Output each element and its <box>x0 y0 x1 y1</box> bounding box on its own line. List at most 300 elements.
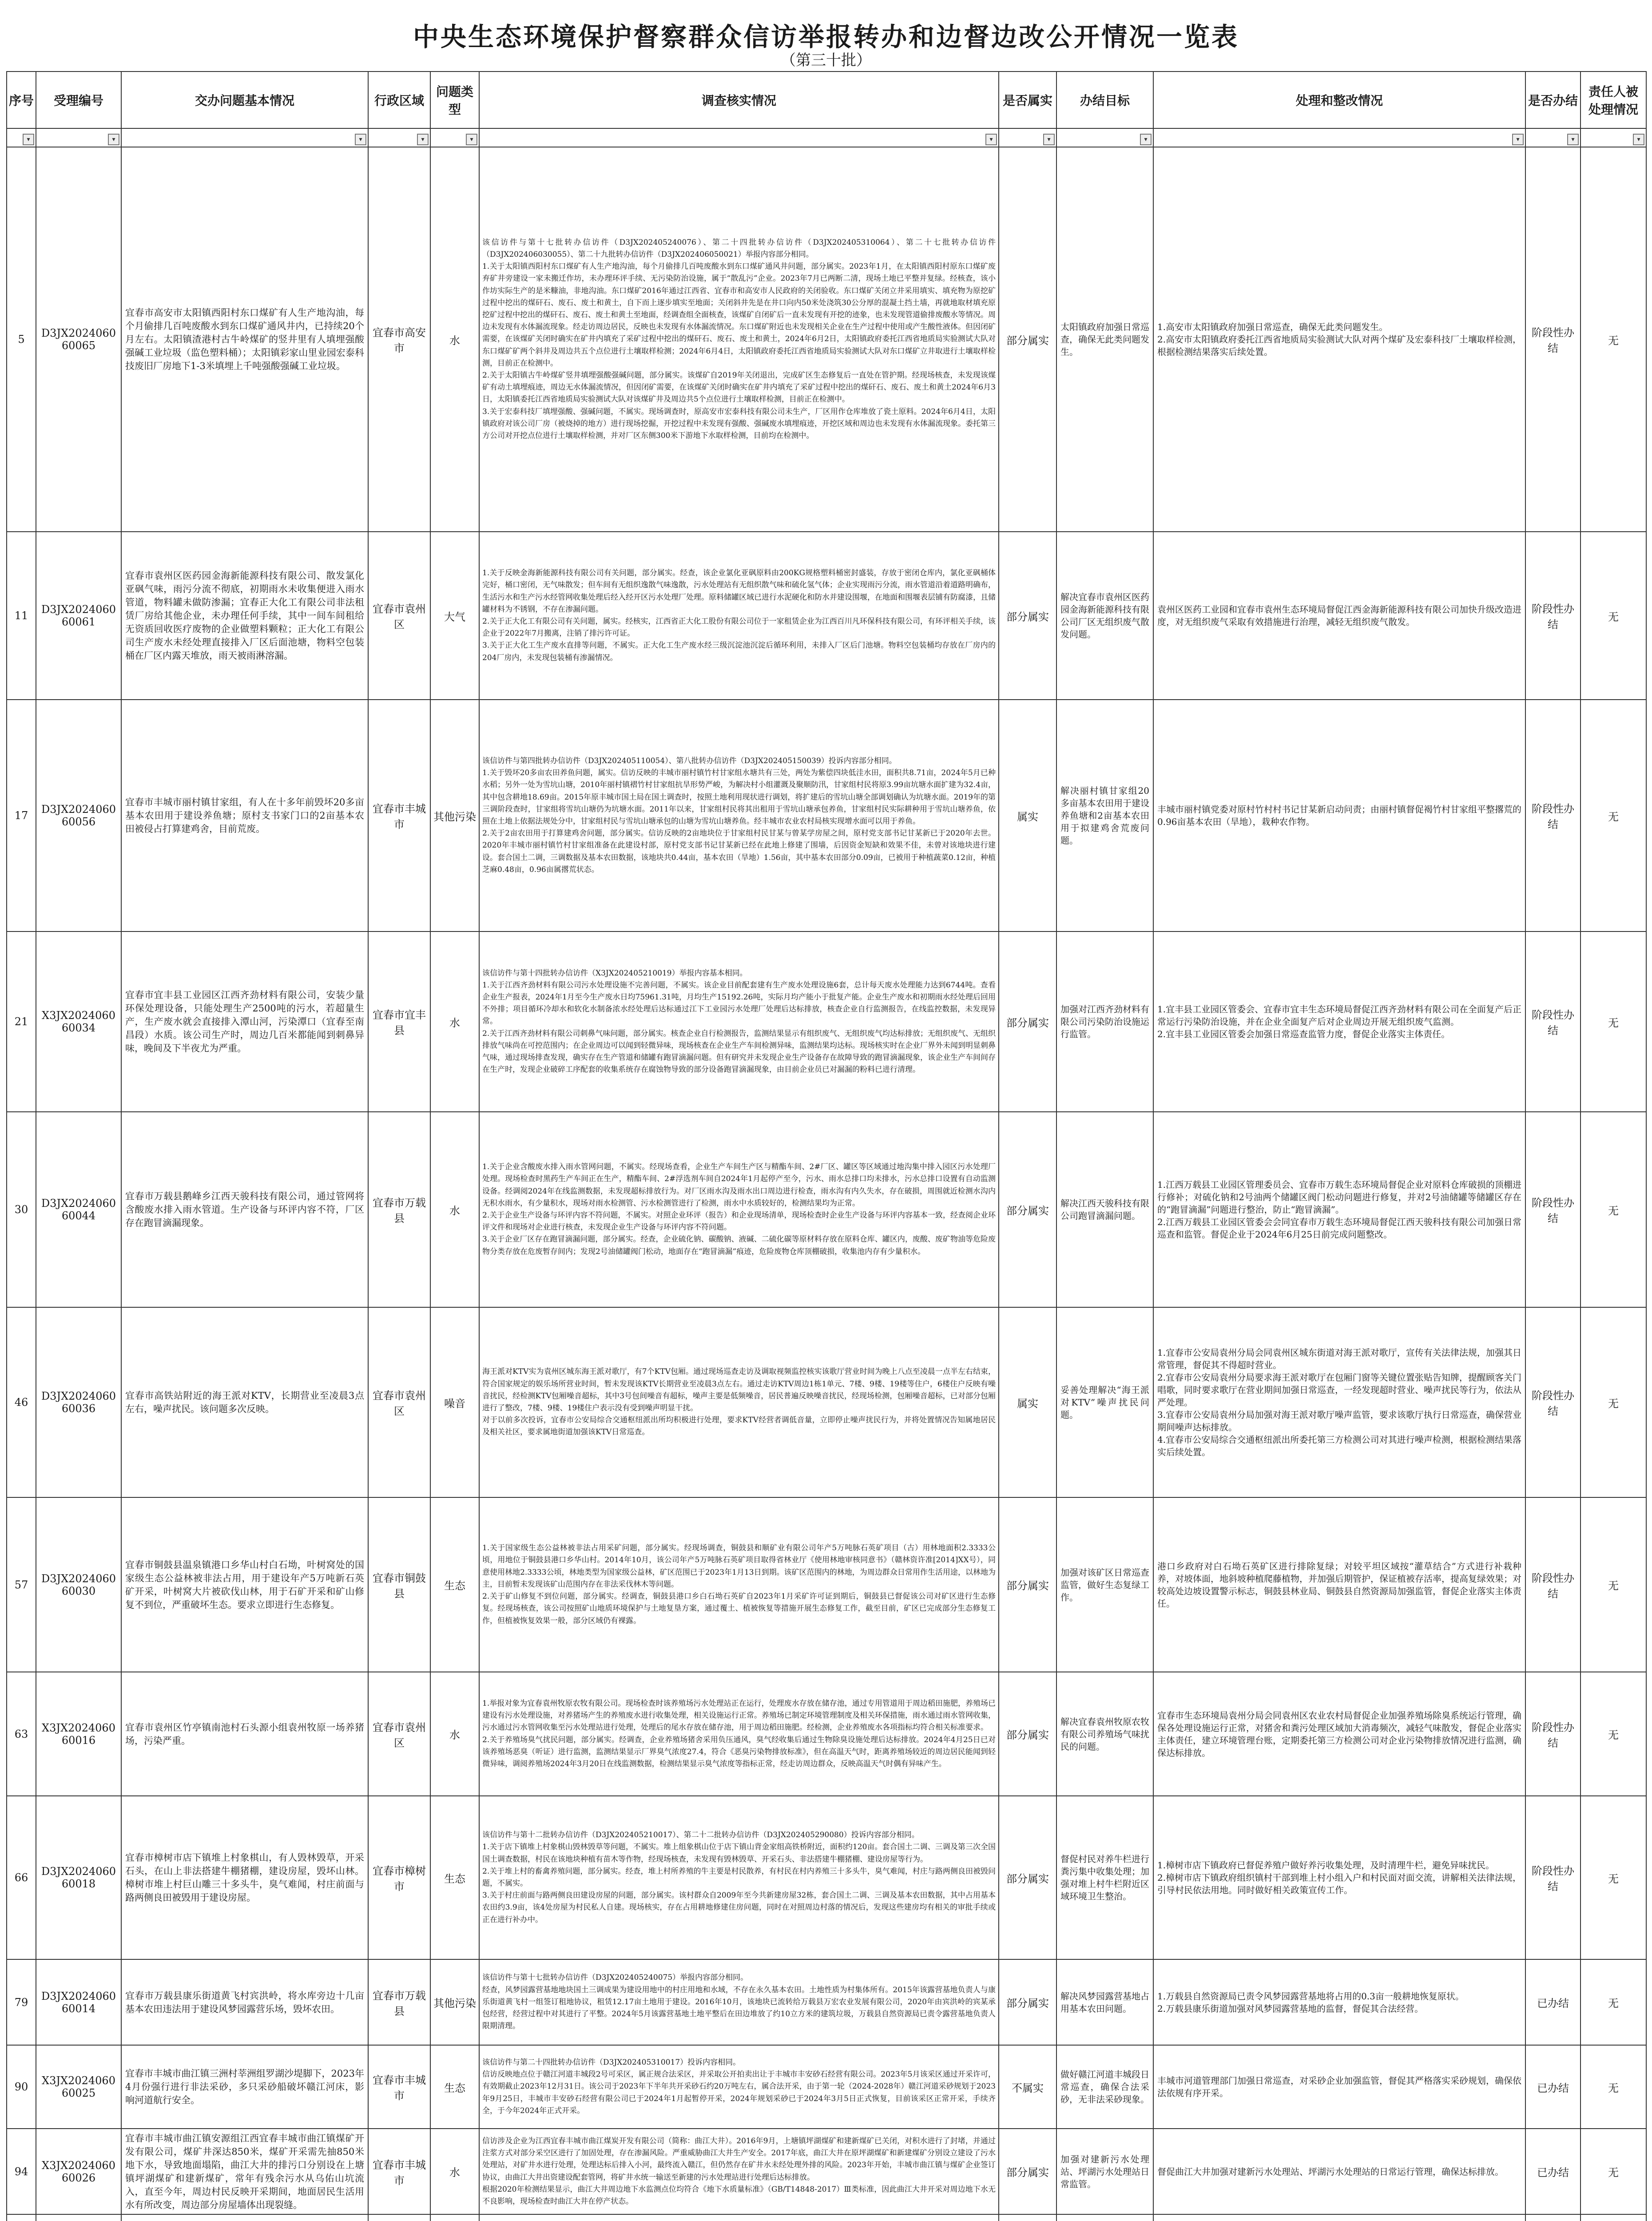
handling-details <box>1153 1307 1525 1497</box>
handling-details <box>1153 1672 1525 1796</box>
verification-details-paragraph: 该信访件与第十七批转办信访件（D3JX202405240076）、第二十四批转办信访件（D3JX202405310064）、第二十七批转办信访件（D3JX202406030055）、第二十九批转办信访件（D3JX202406050021）举报内容部分相同。 <box>482 238 996 259</box>
verification-details-paragraph: 该信访件与第二十四批转办信访件（D3JX202405310017）投诉内容相同。 <box>482 2058 741 2067</box>
table-row <box>7 1307 1646 1497</box>
problem-type-text: 其他污染 <box>433 1997 476 2010</box>
dropdown-arrow-icon[interactable]: ▾ <box>466 134 477 145</box>
verification-details <box>479 1672 999 1796</box>
report-table <box>6 71 1647 2221</box>
is-true-text: 不属实 <box>1012 2082 1044 2094</box>
completion-status <box>1525 1796 1581 1959</box>
problem-type-text: 生态 <box>444 1580 465 1592</box>
is-true <box>999 1307 1056 1497</box>
handling-details <box>1153 931 1525 1112</box>
region-text: 宜春市袁州区 <box>373 1721 426 1749</box>
row-number <box>7 2129 36 2214</box>
row-number <box>7 2214 36 2221</box>
responsible-person-status-text: 无 <box>1608 1872 1619 1885</box>
is-true <box>999 931 1056 1112</box>
region <box>368 2129 430 2214</box>
goal-text: 解决江西天骏科技有限公司跑冒滴漏问题。 <box>1060 1198 1149 1221</box>
handling-details-paragraph: 1.宜丰县工业园区管委会、宜春市宜丰生态环境局督促江西齐劲材料有限公司在全面复产后正常运行污染防治设施，并在企业全面复产后对企业周边开展无组织废气监测。 <box>1157 1004 1521 1027</box>
verification-details <box>479 1959 999 2045</box>
goal-text: 解决风梦园露营基地占用基本农田问题。 <box>1060 1990 1149 2014</box>
handling-details-paragraph: 2.万载县康乐街道加强对风梦园露营基地的监督，督促其合法经营。 <box>1157 2003 1424 2014</box>
responsible-person-status <box>1581 1959 1646 2045</box>
problem-type <box>430 532 479 700</box>
row-number <box>7 1112 36 1307</box>
is-true <box>999 2045 1056 2129</box>
goal <box>1056 931 1153 1112</box>
handling-details <box>1153 1959 1525 2045</box>
region <box>368 147 430 532</box>
problem-description <box>121 532 368 700</box>
problem-type <box>430 1307 479 1497</box>
handling-details-paragraph: 1.樟树市店下镇政府已督促养殖户做好养污收集处理，及时清理牛栏，避免异味扰民。 <box>1157 1860 1495 1871</box>
is-true <box>999 1672 1056 1796</box>
filter-row <box>7 128 1646 147</box>
dropdown-arrow-icon[interactable]: ▾ <box>985 134 997 145</box>
completion-status-text: 阶段性办结 <box>1532 326 1574 354</box>
problem-description <box>121 1796 368 1959</box>
problem-type <box>430 1112 479 1307</box>
handling-details-paragraph: 1.宜春市公安局袁州分局会同袁州区城东街道对海王派对歌厅，宣传有关法律法规，加强其日常管理，督促其不得超时营业。 <box>1157 1347 1521 1370</box>
verification-details-paragraph: 经查，风梦园露营基地地块国土三调成果为建设用地中的村庄用地和水域，不存在永久基本农田。土地性质为村集体所有。2015年该露营基地负责人与康乐街道黄飞村一组签订租地协议，租赁12.17亩土地用于建设。2016年10月，该地块已流转给万载县万宏农业发展有限公司，2020年由宾洪岭的宾某承包经营，经营过程中对其进行了平整。2024年5月该露营基地土地平整后在田边堆放了约10立方米的建筑垃圾，万载县自然资源局已责令露营基地负责人限期清理。 <box>482 1985 996 2031</box>
problem-type-text: 水 <box>449 1204 460 1217</box>
goal-text: 妥善处理解决“海王派对KTV”噪声扰民问题。 <box>1060 1385 1149 1420</box>
row-number-text: 5 <box>18 333 25 346</box>
completion-status <box>1525 700 1581 931</box>
region-text: 宜春市宜丰县 <box>373 1009 426 1037</box>
is-true-text: 部分属实 <box>1006 1204 1049 1217</box>
row-number-text: 17 <box>14 809 28 822</box>
region <box>368 931 430 1112</box>
case-id-text: X3JX2024060 60026 <box>42 2159 115 2184</box>
problem-type-text: 水 <box>449 2166 460 2179</box>
case-id <box>36 532 121 700</box>
dropdown-arrow-icon[interactable]: ▾ <box>1567 134 1579 145</box>
problem-type-text: 水 <box>449 1729 460 1741</box>
verification-details-paragraph: 1.关于国家级生态公益林被非法占用采矿问题，部分属实。经现场调查，铜鼓县和顺矿业有限公司年产5万吨脉石英矿项目（古）用林地面积2.3333公顷，用地位于铜鼓县港口乡华山村。2014年10月，该公司年产5万吨脉石英矿项目取得省林业厅《使用林地审核同意书》（赣林资许准[2014]XX号），同意使用林地2.3333公顷，林地类型为国家级公益林，矿区范围已于2023年1月13日到期。该矿区范围内的林地，为周边群众日常用作生活用途，以林地为主，目前暂未发现该矿山范围内存在非法采伐林木等问题。 <box>482 1544 996 1589</box>
problem-description-text: 宜春市丰城市丽村镇甘家组，有人在十多年前毁坏20多亩基本农田用于建设养鱼塘；原村支书家门口的2亩基本农田被侵占打算建鸡舍，目前荒废。 <box>125 797 364 834</box>
verification-details-paragraph: 1.关于反映金海新能源科技有限公司有关问题，部分属实。经查，该企业氯化亚砜原料由200KG规格塑料桶密封盛装，存放于密闭仓库内，氯化亚砜桶体完好，桶口密闭，无气味散发；但车间有无组织逸散气味逸散，污水处理站有无组织散气味和硫化氢气体；企业实现雨污分流，雨水管道沿着道路明确布，生活污水和生产污水经管网收集处理后经入经开区污水处理厂处理。原料储罐区域已进行水泥硬化和防水并建设围堰，在地面和围堰表层铺有防腐漆，且储罐材料为不锈钢，不存在渗漏问题。 <box>482 569 996 614</box>
problem-description <box>121 1672 368 1796</box>
header-verify: 调查核实情况 <box>479 72 999 128</box>
problem-type <box>430 1672 479 1796</box>
verification-details <box>479 1112 999 1307</box>
verification-details-paragraph: 3.关于宏泰科技厂填埋强酸、强碱问题，不属实。现场调查时，原高安市宏泰科技有限公司未生产，厂区用作仓库堆放了瓷土原料。2024年6月4日，太阳镇政府对该公司厂房（被烧掉的地方）进行现场挖掘，开挖过程中未发现有强酸、强碱废水填埋痕迹，开挖区域和周边也未发现有水体漏流现象。委托第三方公司对开挖点位进行土壤取样检测，并对厂区东侧300米下游地下水取样检测，目前均在检测中。 <box>482 407 996 441</box>
verification-details-paragraph: 该信访件与第十七批转办信访件（D3JX202405240075）举报内容部分相同。 <box>482 1973 748 1982</box>
handling-details-paragraph: 2.宜丰县工业园区管委会加强日常巡查监管力度，督促企业落实主体责任。 <box>1157 1029 1450 1039</box>
verification-details-paragraph: 1.关于企业含酸废水排入雨水管网问题，不属实。经现场查看，企业生产车间生产区与精酯车间、2#厂区、罐区等区域通过地沟集中排入园区污水处理厂处理。现场检查时黑药生产车间正在生产，精酯车间、2#浮选剂车间自2024年1月起停产至今，污水、雨水总排口均未排水，污水总排口设置有自动监测设备。经调阅2024年在线监测数据，未发现超标排放行为。对厂区雨水沟及雨水出口周边进行检查，雨水沟有内久失水，存在破损，周围就近检测水沟内无积水雨水，有少量积水，现场对雨水检测管、污水检测管进行了检测，雨水中水质较好的，检测结果均为正常。 <box>482 1162 996 1208</box>
handling-details <box>1153 1796 1525 1959</box>
region-text: 宜春市丰城市 <box>373 2158 426 2187</box>
verification-details-paragraph: 2.关于企业生产设备与环评内容不符问题，不属实。对照企业环评（报告）和企业现场清单，现场检查时企业生产设备与环评内容基本一致，经查阅企业环评文件和现场对企业进行核查，未发现企业生产设备与环评内容不符问题。 <box>482 1211 996 1232</box>
is-true-text: 部分属实 <box>1006 1872 1049 1885</box>
is-true <box>999 1796 1056 1959</box>
row-number <box>7 1307 36 1497</box>
handling-details <box>1153 1497 1525 1672</box>
case-id-text: D3JX2024060 60036 <box>41 1390 116 1415</box>
completion-status-text: 阶段性办结 <box>1532 803 1574 831</box>
case-id-text: X3JX2024060 60016 <box>42 1721 115 1747</box>
responsible-person-status-text: 无 <box>1608 1397 1619 1410</box>
region <box>368 1672 430 1796</box>
is-true-text: 部分属实 <box>1006 1729 1049 1741</box>
goal <box>1056 532 1153 700</box>
dropdown-arrow-icon[interactable]: ▾ <box>417 134 429 145</box>
problem-type-text: 生态 <box>444 1872 465 1885</box>
responsible-person-status-text: 无 <box>1608 1204 1619 1217</box>
completion-status <box>1525 931 1581 1112</box>
header-problem: 交办问题基本情况 <box>121 72 368 128</box>
completion-status-text: 阶段性办结 <box>1532 1721 1574 1749</box>
goal-text: 加强对建新污水处理站、坪湖污水处理站日常监管。 <box>1060 2153 1149 2189</box>
problem-type <box>430 2129 479 2214</box>
region <box>368 1497 430 1672</box>
header-area: 行政区域 <box>368 72 430 128</box>
dropdown-arrow-icon[interactable]: ▾ <box>355 134 366 145</box>
row-number-text: 63 <box>14 1727 28 1740</box>
verification-details-paragraph: 1.关于店下镇堆上村象棋山毁林毁草等问题，不属实。堆上组象棋山位于店下镇山背金家组高铁桥附近，面积约120亩。套合国土二调、三调及第三次全国国土调查数据，村民在该地块种植有苗木等作物，经现场核查，未发现有毁林毁草、开采石头、非法搭建牛棚猪棚、建设房屋等行为。 <box>482 1843 996 1864</box>
handling-details-paragraph: 1.万载县自然资源局已责令风梦园露营基地将占用的0.3亩一般耕地恢复原状。 <box>1157 1990 1464 2002</box>
is-true-text: 属实 <box>1017 1397 1038 1410</box>
is-true <box>999 700 1056 931</box>
region <box>368 1796 430 1959</box>
header-goal: 办结目标 <box>1056 72 1153 128</box>
responsible-person-status <box>1581 147 1646 532</box>
case-id <box>36 1307 121 1497</box>
page-title: 中央生态环境保护督察群众信访举报转办和边督边改公开情况一览表 <box>413 22 1239 52</box>
is-true-text: 部分属实 <box>1006 610 1049 623</box>
problem-description-text: 宜春市樟树市店下镇堆上村象棋山，有人毁林毁草，开采石头，在山上非法搭建牛棚猪棚，建设房屋，毁坏山林。樟树市堆上村巨山雕三十多头牛，臭气难闻，村庄前面与路两侧良田被毁用于建设房屋。 <box>125 1852 364 1903</box>
verification-details <box>479 2214 999 2221</box>
handling-details <box>1153 2214 1525 2221</box>
row-number <box>7 700 36 931</box>
problem-type <box>430 1959 479 2045</box>
problem-type <box>430 1796 479 1959</box>
row-number <box>7 1497 36 1672</box>
problem-description <box>121 700 368 931</box>
region <box>368 1307 430 1497</box>
case-id <box>36 1796 121 1959</box>
verification-details <box>479 2045 999 2129</box>
responsible-person-status <box>1581 1307 1646 1497</box>
region-text: 宜春市丰城市 <box>373 2074 426 2102</box>
completion-status <box>1525 532 1581 700</box>
responsible-person-status <box>1581 700 1646 931</box>
completion-status-text: 阶段性办结 <box>1532 1389 1574 1417</box>
responsible-person-status-text: 无 <box>1608 334 1619 347</box>
handling-details-paragraph: 宜春市生态环境局袁州分局会同袁州区农业农村局督促企业加强养殖场除臭系统运行管理，确保各处理设施运行正常，对猪舍和粪污处理区域加大消毒频次，减轻气味散发，督促企业落实主体责任，建立环境管理台账，定期委托第三方检测公司对企业污染物排放情况进行监测，确保达标排放。 <box>1157 1710 1521 1758</box>
verification-details-paragraph: 该信访件与第四批转办信访件（D3JX202405110054）、第八批转办信访件（D3JX202405150039）投诉内容部分相同。 <box>482 756 897 765</box>
completion-status <box>1525 2214 1581 2221</box>
responsible-person-status <box>1581 1796 1646 1959</box>
verification-details-paragraph: 3.关于村庄前面与路两侧良田建设房屋的问题，部分属实。该村群众自2009年至今共新建房屋32栋，套合国土二调、三调及基本农田数据，其中占用基本农田约3.9亩，该4处房屋为村民私人自建。现场核实，存在占用耕地修建住房问题，同时在对照周边村落的情况后，发现这些建房均有相关的审批手续或正在进行补办中。 <box>482 1891 996 1924</box>
goal <box>1056 1959 1153 2045</box>
verification-details-paragraph: 1.举报对象为宜春袁州牧原农牧有限公司。现场检查时该养殖场污水处理站正在运行，处理废水存放在储存池，通过专用管道用于周边稻田施肥，养殖场已建设有污水处理设施，对养猪场产生的养殖废水进行收集处理，相关设施运行正常。养殖场已制定环境管理制度及相关环保措施，雨水通过雨水管网收集，污水通过污水管网收集至污水处理站进行处理，处理后的尾水存放在储存池，用于周边稻田施肥。经检测，企业养殖废水各项指标均符合相关标准要求。 <box>482 1699 996 1732</box>
region <box>368 700 430 931</box>
problem-type <box>430 2214 479 2221</box>
problem-description <box>121 2214 368 2221</box>
case-id-text: X3JX2024060 60025 <box>42 2074 115 2099</box>
header-resp: 责任人被处理情况 <box>1581 72 1646 128</box>
is-true <box>999 1497 1056 1672</box>
handling-details <box>1153 2045 1525 2129</box>
verification-details-paragraph: 该信访件与第十四批转办信访件（X3JX202405210019）举报内容基本相同。 <box>482 968 747 978</box>
handling-details <box>1153 700 1525 931</box>
row-number-text: 11 <box>14 609 28 622</box>
region-text: 宜春市铜鼓县 <box>373 1572 426 1600</box>
goal <box>1056 700 1153 931</box>
verification-details-paragraph: 2.关于江西齐劲材料有限公司刺鼻气味问题，部分属实。核查企业自行检测报告，监测结果显示有组织废气、无组织废气均达标排放；无组织废气、无组织排放气味尚在可控范围内；在企业周边可以闻到轻微异味，现场核查在企业生产车间检测异味，监测结果均达标。现场核实时在企业厂界外未闻到明显刺鼻气味，通过现场排查发现，确实存在生产管道和储罐有跑冒滴漏问题。但有研究并未发现企业生产设备存在故障导致的跑冒滴漏现象，该企业生产车间间存在生产时，发现企业破碎工序配套的收集系统存在腐蚀物导致的部分设备跑冒滴漏现象，由目前企业员已对漏漏的粉料已进行清理。 <box>482 1029 996 1075</box>
is-true-text: 部分属实 <box>1006 1016 1049 1029</box>
dropdown-arrow-icon[interactable]: ▾ <box>1633 134 1644 145</box>
row-number <box>7 931 36 1112</box>
row-number-text: 94 <box>14 2165 28 2178</box>
goal-text: 督促村民对养牛栏进行粪污集中收集处理；加强对堆上村牛栏附近区域环境卫生整治。 <box>1060 1854 1149 1902</box>
table-row <box>7 147 1646 532</box>
problem-description-text: 宜春市袁州区医药园金海新能源科技有限公司、散发氯化亚砜气味，雨污分流不彻底，初期雨水未收集便进入雨水管道，物料罐未做防渗漏；宜春正大化工有限公司非法租赁厂房给其他企业，未办理任何手续，其中一间车间租给无资质回收医疗废物的企业做塑料颗粒；正大化工有限公司生产废水未经处理直接排入厂区后面池塘，物料空包装桶在厂区内露天堆放，雨天被雨淋溶漏。 <box>125 570 364 661</box>
header-true: 是否属实 <box>999 72 1056 128</box>
case-id <box>36 1497 121 1672</box>
problem-type-text: 大气 <box>444 610 465 623</box>
row-number-text: 90 <box>14 2081 28 2093</box>
row-number <box>7 532 36 700</box>
verification-details-paragraph: 2.关于正大化工有限公司有关问题，属实。经核实，江西省正大化工股份有限公司位于一家租赁企业为江西百川凡环保科技有限公司，有环评相关手续，该企业于2022年7月搬离，注销了排污许可证。 <box>482 617 996 638</box>
handling-details-paragraph: 2.樟树市店下镇政府组织镇村干部到堆上村小组入户和村民面对面交流，讲解相关法律法规，引导村民依法用地。同时做好相关政策宣传工作。 <box>1157 1872 1521 1895</box>
verification-details-paragraph: 2.关于2亩农田用于打算建鸡舍问题，部分属实。信访反映的2亩地块位于甘家组村民甘某与曾某学房屋之间，原村党支部书记甘某新已于2020年去世。2020年丰城市丽村镇竹村甘家组准备在此建设村部，原村党支部书记甘某新已经在此地上修建了围墙，后因资金短缺和效果不佳，未曾对该地块进行建设。套合国土二调，三调数据及基本农田数据，该地块共0.44亩，基本农田（旱地）1.56亩，其中基本农田部分0.09亩，已被用于种植蔬菜0.12亩，种植芝麻0.48亩，0.96亩属撂荒状态。 <box>482 829 996 874</box>
dropdown-arrow-icon[interactable]: ▾ <box>1140 134 1152 145</box>
responsible-person-status-text: 无 <box>1608 1580 1619 1592</box>
is-true-text: 部分属实 <box>1006 1580 1049 1592</box>
is-true <box>999 1112 1056 1307</box>
region-text: 宜春市袁州区 <box>373 1389 426 1417</box>
goal-text: 加强对该矿区日常巡查监管，做好生态复绿工作。 <box>1060 1567 1149 1603</box>
completion-status <box>1525 1307 1581 1497</box>
completion-status-text: 阶段性办结 <box>1532 1865 1574 1893</box>
row-number-text: 46 <box>14 1396 28 1409</box>
problem-description <box>121 1307 368 1497</box>
goal <box>1056 1672 1153 1796</box>
problem-type <box>430 1497 479 1672</box>
responsible-person-status <box>1581 532 1646 700</box>
handling-details-paragraph: 1.高安市太阳镇政府加强日常巡查，确保无此类问题发生。 <box>1157 322 1388 332</box>
is-true <box>999 2214 1056 2221</box>
verification-details-paragraph: 对于以前多次投诉，宜春市公安局综合交通枢纽派出所均积极进行处理，要求KTV经营者调低音量，立即停止噪声扰民行为，并将处置情况告知属地居民及相关社区，要求属地街道加强该KTV日常巡查。 <box>482 1416 996 1437</box>
verification-details <box>479 2129 999 2214</box>
table-row <box>7 700 1646 931</box>
verification-details <box>479 147 999 532</box>
handling-details-paragraph: 督促曲江大井加强对建新污水处理站、坪湖污水处理站的日常运行管理，确保达标排放。 <box>1157 2166 1504 2177</box>
region <box>368 1112 430 1307</box>
table-row <box>7 1796 1646 1959</box>
completion-status <box>1525 1497 1581 1672</box>
verification-details <box>479 700 999 931</box>
completion-status <box>1525 1959 1581 2045</box>
problem-description <box>121 1959 368 2045</box>
table-row <box>7 1497 1646 1672</box>
problem-type <box>430 147 479 532</box>
handling-details-paragraph: 丰城市丽村镇党委对原村竹村村书记甘某新启动问责；由丽村镇督促褐竹村甘家组平整撂荒的0.96亩基本农田（旱地），栽种农作物。 <box>1157 804 1521 827</box>
problem-description-text: 宜春市高铁站附近的海王派对KTV，长期营业至凌晨3点左右，噪声扰民。该问题多次反映。 <box>125 1390 364 1414</box>
problem-description <box>121 931 368 1112</box>
case-id <box>36 2129 121 2214</box>
problem-description <box>121 2129 368 2214</box>
responsible-person-status-text: 无 <box>1608 2166 1619 2179</box>
problem-description <box>121 1112 368 1307</box>
is-true-text: 部分属实 <box>1006 2166 1049 2179</box>
region-text: 宜春市万载县 <box>373 1989 426 2018</box>
responsible-person-status-text: 无 <box>1608 810 1619 823</box>
problem-type <box>430 931 479 1112</box>
verification-details-paragraph: 该信访件与第十二批转办信访件（D3JX202405210017）、第二十二批转办信访件（D3JX202405290080）投诉内容部分相同。 <box>482 1831 919 1840</box>
goal-text: 解决丽村镇甘家组20多亩基本农田用于建设养鱼塘和2亩基本农田用于拟建鸡舍荒废问题。 <box>1060 785 1149 846</box>
completion-status-text: 阶段性办结 <box>1532 1009 1574 1037</box>
case-id-text: X3JX2024060 60034 <box>42 1009 115 1034</box>
table-row <box>7 1959 1646 2045</box>
problem-type <box>430 2045 479 2129</box>
completion-status <box>1525 1672 1581 1796</box>
problem-type <box>430 700 479 931</box>
responsible-person-status-text: 无 <box>1608 1016 1619 1029</box>
completion-status-text: 已办结 <box>1537 1997 1569 2010</box>
case-id-text: D3JX2024060 60061 <box>41 603 116 628</box>
goal <box>1056 1307 1153 1497</box>
verification-details-paragraph: 1.关于江西齐劲材料有限公司污水处理设施不完善问题，不属实。该企业目前配套建有生产废水处理设施6套，总计每天废水处理能力达到6744吨。查看企业生产报表，2024年1月至今生产废水日均75961.31吨，月均生产15192.26吨，实际月均产能小于批复产能。企业生产废水和初期雨水经处理后回用不外排；项目循环冷却水和软化水制备浓水经处理后达标通过江下工业园污水处理厂处理后达标排放，核查企业自行监测报告，在线监控数据，未发现异常。 <box>482 980 996 1026</box>
table-row <box>7 2214 1646 2221</box>
table-row <box>7 1672 1646 1796</box>
region <box>368 2045 430 2129</box>
case-id <box>36 700 121 931</box>
goal <box>1056 1112 1153 1307</box>
goal <box>1056 147 1153 532</box>
row-number-text: 30 <box>14 1203 28 1216</box>
verification-details-paragraph: 信访涉及企业为江西宜春丰城市曲江煤炭开发有限公司（简称：曲江大井）。2016年9月，上塘镇坪湖煤矿和建新煤矿已关闭，对积水进行了封堵，并通过注浆方式对部分采空区进行了加固处理，存在渗漏风险。严重威胁曲江大井生产安全。2017年底，曲江大井在原坪湖煤矿和新建煤矿分别设立建设了污水处理站，对矿井水进行处理，处理达标后排入小河，最终流入赣江，但仍然存在矿井水未经处理外排的风险。2023年开始，丰城市曲江镇与煤矿企业签订协议，由曲江大井出资建设配套管网，将矿井水统一输送至新建的污水处理站进行处理后达标排放。 <box>482 2136 996 2182</box>
row-number <box>7 1959 36 2045</box>
is-true <box>999 147 1056 532</box>
dropdown-arrow-icon[interactable]: ▾ <box>1512 134 1524 145</box>
problem-description-text: 宜春市高安市太阳镇西阳村东口煤矿有人生产地沟油，每个月偷排几百吨废酸水到东口煤矿通风井内，已持续20个月左右。太阳镇渣港村古牛岭煤矿的竖井里有人填埋强酸强碱工业垃圾（监色塑料桶）；太阳镇彩家山里业园宏泰科技废旧厂房地下1-3米填埋上千吨强酸强碱工业垃圾。 <box>125 307 364 371</box>
verification-details <box>479 1796 999 1959</box>
goal-text: 加强对江西齐劲材料有限公司污染防治设施运行监管。 <box>1060 1004 1149 1039</box>
problem-description-text: 宜春市丰城市曲江镇三洲村莘洲组罗湖沙堤脚下，2023年4月份强行进行非法采砂，多只采砂船破坏赣江河床，影响河道航行安全。 <box>125 2068 364 2106</box>
problem-type-text: 噪音 <box>444 1397 465 1410</box>
case-id-text: D3JX2024060 60044 <box>41 1197 116 1222</box>
verification-details-paragraph: 信访反映地点位于赣江河道丰城段2号可采区，属正规合法采区，并采取公开拍卖出让于丰城市丰安砂石经营有限公司。2023年5月该采区通过开采许可，有效期截止2023年12月31日。该公司于2023年下半年共开采砂石约20万吨左右，属合法开采，由于第一轮（2024-2028年）赣江河道采砂规划于2023年9月25日，丰城市丰安砂石经营有限公司已于2024年1月起暂停开采，2024年规划采砂已于2024年3月5日正式恢复，目前该采区正常开采，手续齐全，于今年2024年正式开采。 <box>482 2070 996 2115</box>
responsible-person-status-text: 无 <box>1608 2082 1619 2094</box>
row-number-text: 79 <box>14 1996 28 2009</box>
table-row <box>7 532 1646 700</box>
verification-details <box>479 931 999 1112</box>
problem-description <box>121 1497 368 1672</box>
handling-details-paragraph: 2.高安市太阳镇政府委托江西省地质局实验测试大队对两个煤矿及宏泰科技厂土壤取样检测，根据检测结果落实后续处置。 <box>1157 334 1521 357</box>
dropdown-arrow-icon[interactable]: ▾ <box>1043 134 1055 145</box>
goal <box>1056 2129 1153 2214</box>
verification-details-paragraph: 2.关于养殖场臭气扰民问题，部分属实。经调查，企业养殖场猪舍采用负压通风，臭气经收集后通过生物除臭设施处理后达标排放。2024年4月25日已对该养殖场恶臭（听证）进行监测，监测结果显示厂界臭气浓度27.4，符合《恶臭污染物排放标准》，但在高温天气时，距离养殖场较近的周边居民能闻到轻微异味，调阅养殖场2024年3月20日在线监测数据，检测结果显示臭气浓度等指标正常，经走访周边群众，反映高温天气时偶有异味产生。 <box>482 1735 996 1768</box>
verification-details-paragraph: 根据2020年检测结果显示，曲江大井周边地下水监测点位均符合《地下水质量标准》（GB/T14848-2017）Ⅲ类标准，因此曲江大井开采对周边地下水无不良影响，现场检查时曲江大井在停产状态。 <box>482 2185 996 2206</box>
region <box>368 2214 430 2221</box>
region-text: 宜春市樟树市 <box>373 1865 426 1893</box>
problem-description-text: 宜春市丰城市曲江镇安源组江西宜春丰城市曲江镇煤矿开发有限公司，煤矿井深达850米，煤矿开采需先抽850米地下水，导致地面塌陷，曲江大井的排污口分别设在上塘镇坪湖煤矿和建新煤矿，常年有残余污水从乌佑山坑流入，直至今年，周边村民反映开采期间，地面居民生活用水有所改变，周边部分房屋墙体出现裂缝。 <box>125 2133 364 2210</box>
verification-details-paragraph: 3.关于正大化工生产废水直排等问题，不属实。正大化工生产废水经三级沉淀池沉淀后循环利用，未排入厂区后门池塘。物料空包装桶均存放在厂房内的204厂房内，未发现包装桶有渗漏情况。 <box>482 641 996 662</box>
problem-description-text: 宜春市铜鼓县温泉镇港口乡华山村白石坳，叶树窝处的国家级生态公益林被非法占用，用于建设年产5万吨新石英矿开采，叶树窝大片被砍伐山林，用于石矿开采和矿山修复不到位，严重破坏生态。要求立即进行生态修复。 <box>125 1559 364 1610</box>
region-text: 宜春市丰城市 <box>373 803 426 831</box>
verification-details-paragraph: 2.关于太阳镇古牛岭煤矿竖井填埋强酸强碱问题，部分属实。该煤矿自2019年关闭退出，完成矿区生态修复后一直处在管护期。经现场核查，未发现该煤矿有动土填埋痕迹，周边无水体漏流情况，但因闭矿需要，在该煤矿关闭时确实在矿井内填充了采矿过程中挖出的煤矸石、废石、废土和黄土2024年6月3日，太阳镇委托江西省地质局实验测试大队对该煤矿井及周边共5个点位进行土壤取样检测，目前正在检测中。 <box>482 371 996 404</box>
row-number-text: 57 <box>14 1578 28 1591</box>
completion-status <box>1525 2129 1581 2214</box>
row-number <box>7 1672 36 1796</box>
row-number <box>7 1796 36 1959</box>
verification-details-paragraph: 2.关于矿山修复不到位问题，部分属实。经调查，铜鼓县港口乡白石坳石英矿自2023年1月采矿许可证到期后，铜鼓县已督促该公司对矿区进行生态修复。经现场核查，该公司按照矿山地质环境保护与土地复垦方案，通过覆土、植被恢复等措施开展生态修复工作，截至目前，矿区已完成部分生态修复工作，但植被恢复效果一般，部分区域仍有裸露。 <box>482 1592 996 1625</box>
table-row <box>7 2045 1646 2129</box>
responsible-person-status <box>1581 2045 1646 2129</box>
goal <box>1056 2045 1153 2129</box>
header-type: 问题类型 <box>430 72 479 128</box>
responsible-person-status-text: 无 <box>1608 1997 1619 2010</box>
problem-description-text: 宜春市宜丰县工业园区江西齐劲材料有限公司，安装少量环保处理设备，只能处理生产2500吨的污水，若超量生产，生产废水就会直接排入潭山河，污染潭口（宜春至南昌段）水质。该公司生产时，周边几百米都能闻到刺鼻异味，晚间及下半夜尤为严重。 <box>125 990 364 1054</box>
problem-description-text: 宜春市袁州区竹亭镇南池村石头源小组袁州牧原一场养猪场，污染严重。 <box>125 1722 364 1746</box>
table-row <box>7 931 1646 1112</box>
case-id <box>36 1959 121 2045</box>
responsible-person-status <box>1581 2214 1646 2221</box>
table-row <box>7 1112 1646 1307</box>
goal-text: 太阳镇政府加强日常巡查，确保无此类问题发生。 <box>1060 322 1149 357</box>
verification-details-paragraph: 海王派对KTV实为袁州区城东海王派对歌厅，有7个KTV包厢。通过现场巡查走访及调取视频监控核实该歌厅营业时间为晚上八点至凌晨一点半左右结束，符合国家规定的娱乐场所营业时间，暂未发现该KTV长期营业至凌晨3点左右。通过走访KTV周边1栋1单元、7楼、9楼、19楼等住户，6楼住户反映有噪音扰民，经检测KTV包厢噪音超标，其中3号包间噪音有超标，噪声主要是低频噪音，居民普遍反映噪音扰民，经现场检测，包厢噪音超标，已对部分包厢进行了整改，7楼、9楼、19楼住户表示没有受到噪声明显干扰。 <box>482 1367 996 1413</box>
table-row <box>7 2129 1646 2214</box>
handling-details-paragraph: 2.宜春市公安局袁州分局要求海王派对歌厅在包厢门窗等关键位置张贴告知牌，提醒顾客关门唱歌，同时要求歌厅在营业期间加强日常巡查，一经发现超时营业、噪声扰民等行为，依法从严处理。 <box>1157 1372 1521 1408</box>
problem-type-text: 其他污染 <box>433 810 476 823</box>
case-id-text: D3JX2024060 60018 <box>41 1865 116 1890</box>
handling-details-paragraph: 2.江西万载县工业园区管委会会同宜春市万载生态环境局督促江西天骏科技有限公司加强日常巡查和监管。督促企业于2024年6月25日前完成问题整改。 <box>1157 1217 1521 1240</box>
problem-type-text: 水 <box>449 1016 460 1029</box>
verification-details-paragraph: 2.关于堆上村的畜禽养殖问题，部分属实。经查，堆上村所养殖的牛主要是村民散养，有村民在村内养殖三十多头牛，臭气难闻，村庄与路两侧良田被毁问题，不属实。 <box>482 1867 996 1888</box>
problem-description-text: 宜春市万载县康乐街道黄飞村宾洪岭，将水库旁边十几亩基本农田违法用于建设风梦园露营乐场，毁坏农田。 <box>125 1990 364 2014</box>
case-id <box>36 931 121 1112</box>
completion-status-text: 阶段性办结 <box>1532 603 1574 631</box>
region-text: 宜春市高安市 <box>373 326 426 354</box>
goal <box>1056 1796 1153 1959</box>
row-number <box>7 147 36 532</box>
goal-text: 解决宜春市袁州区医药园金海新能源科技有限公司厂区无组织废气散发问题。 <box>1060 592 1149 640</box>
problem-type-text: 水 <box>449 334 460 347</box>
header-id: 受理编号 <box>36 72 121 128</box>
verification-details <box>479 1307 999 1497</box>
row-number-text: 66 <box>14 1871 28 1884</box>
handling-details <box>1153 532 1525 700</box>
case-id-text: D3JX2024060 60056 <box>41 803 116 828</box>
region-text: 宜春市万载县 <box>373 1197 426 1225</box>
case-id <box>36 1112 121 1307</box>
handling-details <box>1153 1112 1525 1307</box>
handling-details-paragraph: 港口乡政府对白石坳石英矿区进行排除复绿；对较平坦区域按“灌草结合”方式进行补栽种养，对坡体面，地斜坡种植爬藤植物，并加强后期管护，保证植被存活率，提高复绿效果；对较高处边坡设置警示标志，铜鼓县林业局、铜鼓县自然资源局加强监管，督促企业落实主体责任。 <box>1157 1560 1521 1609</box>
is-true <box>999 532 1056 700</box>
row-number <box>7 2045 36 2129</box>
dropdown-arrow-icon[interactable]: ▾ <box>23 134 34 145</box>
is-true-text: 部分属实 <box>1006 1997 1049 2010</box>
case-id-text: D3JX2024060 60030 <box>41 1572 116 1597</box>
region <box>368 532 430 700</box>
completion-status-text: 阶段性办结 <box>1532 1197 1574 1225</box>
region-text: 宜春市袁州区 <box>373 603 426 631</box>
case-id <box>36 2045 121 2129</box>
header-row <box>7 72 1646 128</box>
verification-details <box>479 532 999 700</box>
verification-details-paragraph: 1.关于毁坏20多亩农田养鱼问题，属实。信访反映的丰城市丽村镇竹村甘家组水塘共有三处，两处为紫偿四块低洼水田，面积共8.71亩，2024年5月已种水稻；另外一处为雪坑山塘，2010年丽村镇褶竹村甘家组抗旱形势严峻，为解决村小组灌溉及聚顺防汛，甘家组村民将原3.99亩坑塘水面扩建为32.4亩，其中包含耕地18.69亩。2015年原丰城市国土局在国土调查时，按照土地利用现状进行调划，将扩建后的雪坑山塘全部调划确认为坑塘水面。2019年的第三调阶段查时，甘家组将雪坑山塘仍为坑塘水面。2011年以来，甘家组村民将其出租用于雪坑山塘承包养鱼，甘家组村民实际耕种用于雪坑山塘养鱼，依照在土地上依据法规处分中，甘家组村民与雪坑山塘承包的山塘为雪坑山塘养鱼。经丰城市农业农村局核实现增水面可以用于养鱼。 <box>482 768 996 826</box>
dropdown-arrow-icon[interactable]: ▾ <box>108 134 119 145</box>
verification-details-paragraph: 3.关于企业厂区存在跑冒滴漏问题，部分属实。经查，企业硫化钠、碳酸钠、液碱、二硫化碳等原材料存放在原料仓库、罐区内，废酸、废矿物油等危险废物分类存放在危废暂存间内；发现2号油储罐阀门松动，地面存在“跑冒滴漏”痕迹，危险废物仓库顶棚破损，收集池内存有少量积水。 <box>482 1235 996 1256</box>
handling-details-paragraph: 1.江西万载县工业园区管理委员会、宜春市万载生态环境局督促企业对原料仓库破损的顶棚进行修补；对硫化钠和2号油两个储罐区阀门松动问题进行修复，并对2号油储罐等储罐区存在的“跑冒滴漏”问题进行整治，防止“跑冒滴漏”。 <box>1157 1179 1521 1215</box>
case-id-text: D3JX2024060 60014 <box>41 1990 116 2015</box>
